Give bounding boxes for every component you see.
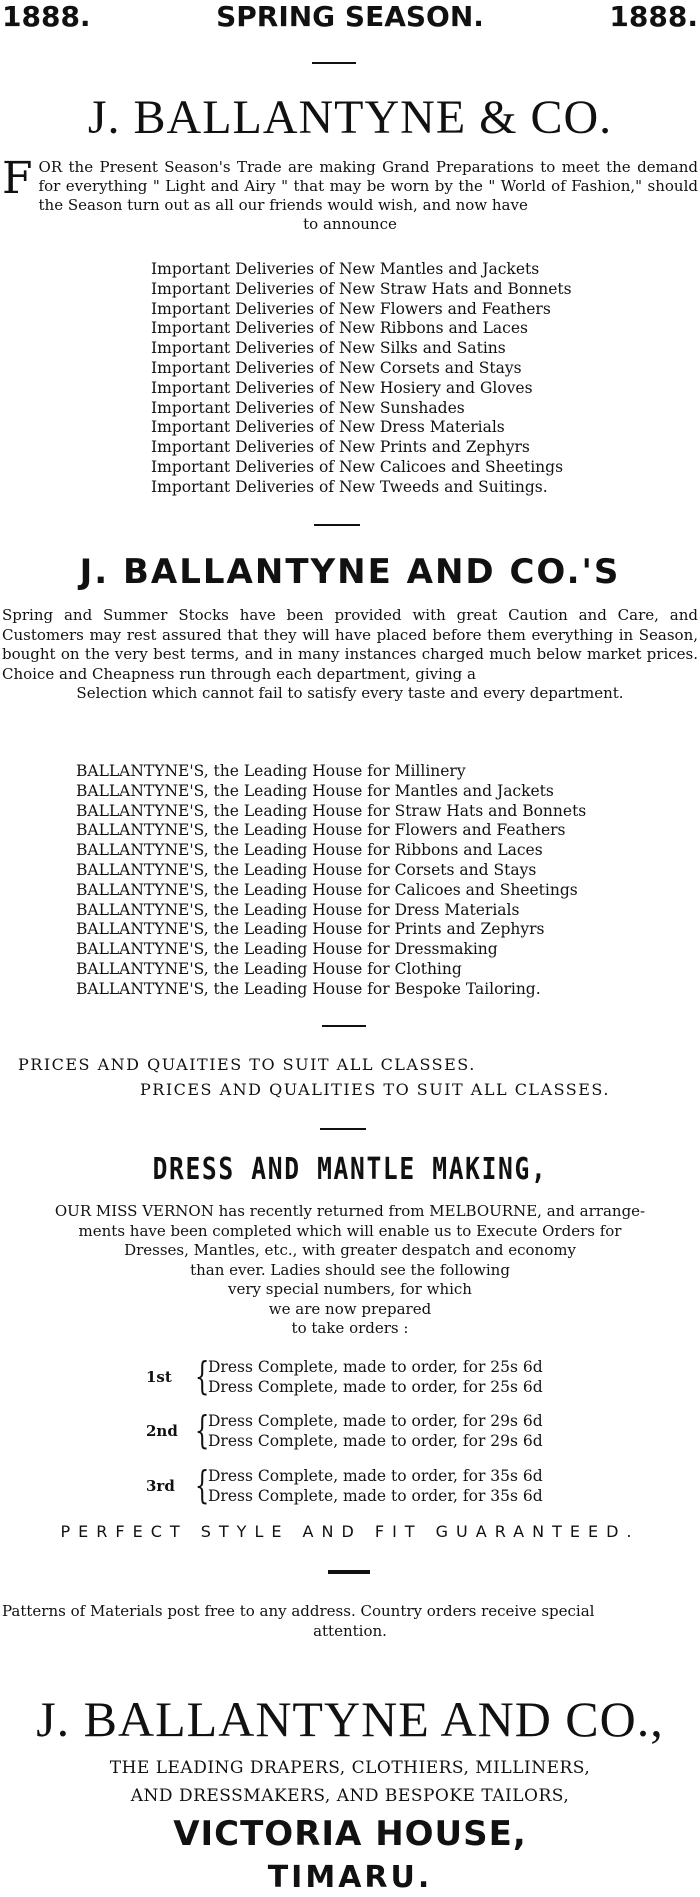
list-item: BALLANTYNE'S, the Leading House for Calicoes and Sheetings	[76, 880, 578, 899]
divider-rule	[314, 524, 360, 526]
prices-line: PRICES AND QUAITIES TO SUIT ALL CLASSES.	[18, 1055, 476, 1074]
paragraph-line: than ever. Ladies should see the following	[190, 1260, 510, 1279]
list-item: Important Deliveries of New Dress Materials	[151, 418, 505, 437]
tier-label: 2nd	[146, 1422, 178, 1440]
section-heading: J. BALLANTYNE AND CO.'S	[79, 552, 621, 592]
tier-label: 1st	[146, 1368, 172, 1386]
list-item: Important Deliveries of New Sunshades	[151, 398, 465, 417]
divider-rule	[328, 1570, 370, 1574]
list-item: Important Deliveries of New Tweeds and Suitings.	[151, 477, 548, 496]
drop-cap: F	[2, 153, 33, 204]
tier-line: Dress Complete, made to order, for 25s 6d	[208, 1377, 543, 1396]
footer-trades-line: THE LEADING DRAPERS, CLOTHIERS, MILLINERS,	[109, 1758, 591, 1778]
guarantee-line: PERFECT STYLE AND FIT GUARANTEED.	[60, 1522, 640, 1541]
deliveries-list	[151, 260, 572, 498]
list-item: Important Deliveries of New Straw Hats and Bonnets	[151, 279, 572, 298]
patterns-text: Patterns of Materials post free to any address. Country orders receive special	[2, 1602, 595, 1620]
vernon-paragraph	[0, 1202, 700, 1339]
paragraph-line: Dresses, Mantles, etc., with greater despatch and economy	[124, 1241, 576, 1259]
dressmaking-heading: DRESS AND MANTLE MAKING,	[152, 1152, 548, 1187]
list-item: BALLANTYNE'S, the Leading House for Bespoke Tailoring.	[76, 979, 541, 998]
prices-line: PRICES AND QUALITIES TO SUIT ALL CLASSES.	[140, 1080, 610, 1099]
year-right: 1888.	[609, 0, 698, 33]
footer-firm: J. BALLANTYNE AND CO.,	[36, 1691, 664, 1747]
intro-tail: to announce	[303, 215, 397, 233]
intro-text: OR the Present Season's Trade are making Grand Preparations to meet the demand for everything " Light and Airy " that may be worn by the " World of Fashion," should the Season turn out as all our friends would wish, and now have	[38, 158, 698, 214]
list-item: BALLANTYNE'S, the Leading House for Dress Materials	[76, 900, 520, 919]
list-item: BALLANTYNE'S, the Leading House for Corsets and Stays	[76, 860, 537, 879]
paragraph-line: very special numbers, for which	[228, 1280, 472, 1298]
paragraph-line: to take orders :	[291, 1319, 409, 1337]
list-item: BALLANTYNE'S, the Leading House for Ribbons and Laces	[76, 841, 543, 860]
paragraph-line: we are now prepared	[268, 1299, 432, 1318]
year-left: 1888.	[2, 0, 91, 33]
list-item: Important Deliveries of New Prints and Zephyrs	[151, 438, 530, 457]
brace-icon: {	[194, 1408, 210, 1452]
brace-icon: {	[194, 1354, 210, 1398]
paragraph-line: ments have been completed which will enable us to Execute Orders for	[78, 1221, 622, 1240]
list-item: Important Deliveries of New Calicoes and Sheetings	[151, 457, 564, 476]
tier-line: Dress Complete, made to order, for 35s 6d	[208, 1486, 543, 1505]
intro-paragraph	[2, 153, 698, 234]
list-item: BALLANTYNE'S, the Leading House for Prints and Zephyrs	[76, 920, 545, 939]
list-item: Important Deliveries of New Ribbons and Laces	[151, 319, 528, 338]
house-name: VICTORIA HOUSE,	[173, 1814, 527, 1854]
firm-heading: J. BALLANTYNE & CO.	[87, 91, 613, 144]
list-item: Important Deliveries of New Hosiery and Gloves	[151, 378, 533, 397]
tier-line: Dress Complete, made to order, for 29s 6d	[208, 1412, 543, 1430]
divider-rule	[322, 1025, 366, 1027]
list-item: BALLANTYNE'S, the Leading House for Mantles and Jackets	[76, 781, 554, 800]
tier-line: Dress Complete, made to order, for 35s 6d	[208, 1467, 543, 1485]
footer-trades-line: AND DRESSMAKERS, AND BESPOKE TAILORS,	[130, 1786, 570, 1806]
season-header	[0, 0, 700, 36]
list-item: Important Deliveries of New Corsets and Stays	[151, 358, 522, 377]
brace-icon: {	[194, 1463, 210, 1507]
tier-label: 3rd	[146, 1477, 175, 1495]
paragraph-line: OUR MISS VERNON has recently returned from MELBOURNE, and arrange-	[54, 1202, 646, 1220]
tier-line: Dress Complete, made to order, for 25s 6d	[208, 1358, 543, 1376]
stocks-text: Spring and Summer Stocks have been provided with great Caution and Care, and Customers may rest assured that they will have placed before them everything in Season, bought on the very best terms, and in many instances charged much below market prices. Choice and Cheapness run through each department, giving a	[2, 606, 698, 683]
divider-rule	[320, 1128, 366, 1130]
list-item: BALLANTYNE'S, the Leading House for Dressmaking	[76, 940, 498, 959]
tier-line: Dress Complete, made to order, for 29s 6d	[208, 1431, 543, 1450]
season-title: SPRING SEASON.	[216, 0, 484, 33]
stocks-paragraph	[2, 606, 698, 704]
leading-house-list	[76, 762, 586, 1000]
patterns-paragraph	[2, 1602, 698, 1641]
stocks-tail: Selection which cannot fail to satisfy every taste and every department.	[76, 684, 624, 702]
patterns-tail: attention.	[313, 1621, 387, 1640]
list-item: BALLANTYNE'S, the Leading House for Flowers and Feathers	[76, 821, 566, 840]
divider-rule	[312, 62, 356, 64]
list-item: Important Deliveries of New Mantles and Jackets	[151, 260, 540, 278]
town-name: TIMARU.	[267, 1860, 433, 1895]
list-item: BALLANTYNE'S, the Leading House for Millinery	[76, 762, 466, 780]
list-item: Important Deliveries of New Silks and Satins	[151, 339, 506, 358]
list-item: Important Deliveries of New Flowers and Feathers	[151, 299, 551, 318]
list-item: BALLANTYNE'S, the Leading House for Straw Hats and Bonnets	[76, 801, 587, 820]
list-item: BALLANTYNE'S, the Leading House for Clothing	[76, 959, 462, 978]
